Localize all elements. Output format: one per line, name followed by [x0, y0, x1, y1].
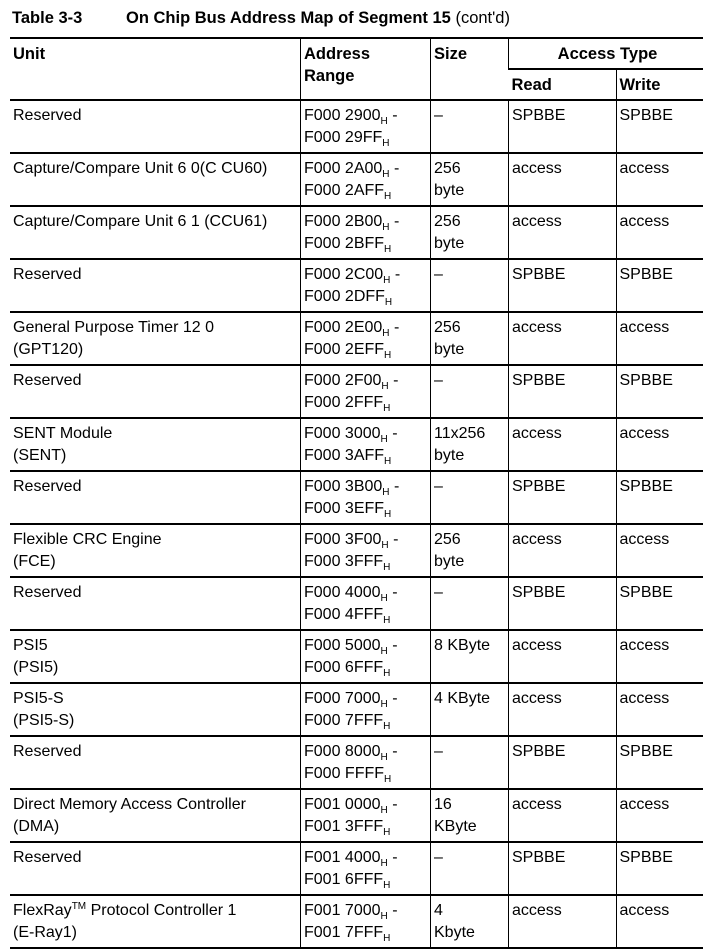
cell-write-access: SPBBE [616, 259, 703, 312]
cell-address-range [301, 789, 431, 842]
address-start: F000 2A00 [304, 160, 383, 177]
hex-suffix: H [380, 805, 388, 816]
address-start: F000 4000 [304, 584, 381, 601]
header-size: Size [431, 38, 509, 100]
cell-address-range [301, 895, 431, 948]
cell-write-access: SPBBE [616, 577, 703, 630]
cell-unit [10, 100, 301, 153]
size-line1: – [434, 107, 443, 124]
cell-write-access: SPBBE [616, 100, 703, 153]
cell-size [431, 153, 509, 206]
cell-unit [10, 630, 301, 683]
cell-unit [10, 471, 301, 524]
cell-read-access: access [509, 418, 617, 471]
range-separator: - [387, 107, 398, 124]
hex-suffix: H [381, 540, 389, 551]
cell-read-access: access [509, 206, 617, 259]
range-separator: - [387, 584, 398, 601]
table-title: On Chip Bus Address Map of Segment 15 [126, 9, 451, 27]
range-separator: - [388, 531, 399, 548]
table-row [10, 100, 703, 153]
size-line1: – [434, 849, 443, 866]
size-line1: 256 [434, 531, 461, 548]
unit-name: PSI5 [13, 637, 48, 654]
size-line1: 256 [434, 319, 461, 336]
cell-write-access: access [616, 895, 703, 948]
header-address-line2: Range [304, 67, 355, 85]
hex-suffix: H [383, 827, 391, 838]
size-line2: byte [434, 235, 465, 252]
cell-read-access: access [509, 630, 617, 683]
address-start: F000 3B00 [304, 478, 383, 495]
unit-name-tail: Protocol Controller 1 [86, 902, 237, 919]
hex-suffix: H [384, 244, 392, 255]
cell-address-range [301, 100, 431, 153]
address-end: F000 2EFF [304, 341, 385, 358]
header-address-range [301, 38, 431, 100]
cell-address-range [301, 365, 431, 418]
trademark: TM [71, 901, 87, 912]
unit-name: Capture/Compare Unit 6 0(C CU60) [13, 160, 268, 177]
hex-suffix: H [382, 138, 390, 149]
table-row [10, 206, 703, 259]
cell-size [431, 100, 509, 153]
address-end: F000 7FFF [304, 712, 384, 729]
address-start: F000 2B00 [304, 213, 383, 230]
cell-write-access: access [616, 683, 703, 736]
address-start: F000 2C00 [304, 266, 384, 283]
address-start: F000 2F00 [304, 372, 382, 389]
hex-suffix: H [383, 721, 391, 732]
hex-suffix: H [382, 487, 390, 498]
size-line1: 256 [434, 160, 461, 177]
cell-size [431, 789, 509, 842]
unit-name: Capture/Compare Unit 6 1 (CCU61) [13, 213, 268, 230]
cell-address-range [301, 842, 431, 895]
size-line1: 4 [434, 902, 443, 919]
header-unit: Unit [10, 38, 301, 100]
address-start: F001 7000 [304, 902, 381, 919]
table-row [10, 365, 703, 418]
size-line2: byte [434, 553, 465, 570]
hex-suffix: H [380, 752, 388, 763]
unit-name: General Purpose Timer 12 0 [13, 319, 214, 336]
address-end: F000 2DFF [304, 288, 385, 305]
address-end: F000 2AFF [304, 182, 385, 199]
address-end: F000 3EFF [304, 500, 385, 517]
cell-size [431, 418, 509, 471]
hex-suffix: H [384, 297, 393, 308]
cell-unit [10, 683, 301, 736]
cell-address-range [301, 683, 431, 736]
size-line1: – [434, 266, 443, 283]
header-address-line1: Address [304, 45, 371, 63]
address-start: F001 4000 [304, 849, 381, 866]
hex-suffix: H [383, 668, 391, 679]
cell-size [431, 259, 509, 312]
unit-name: SENT Module [13, 425, 113, 442]
size-line1: 256 [434, 213, 461, 230]
cell-address-range [301, 577, 431, 630]
table-row [10, 683, 703, 736]
table-title-suffix: (cont'd) [455, 9, 510, 27]
cell-unit [10, 418, 301, 471]
cell-address-range [301, 471, 431, 524]
size-line1: – [434, 478, 443, 495]
cell-write-access: access [616, 418, 703, 471]
address-end: F001 6FFF [304, 871, 384, 888]
header-read: Read [509, 69, 617, 100]
range-separator: - [389, 213, 400, 230]
hex-suffix: H [382, 222, 390, 233]
address-end: F000 4FFF [304, 606, 384, 623]
cell-address-range [301, 524, 431, 577]
address-end: F000 3FFF [304, 553, 384, 570]
size-line1: 11x256 [434, 425, 486, 442]
table-row [10, 418, 703, 471]
unit-name: Reserved [13, 478, 82, 495]
cell-unit [10, 153, 301, 206]
cell-read-access: SPBBE [509, 100, 617, 153]
table-row [10, 259, 703, 312]
cell-size [431, 630, 509, 683]
range-separator: - [387, 849, 398, 866]
address-start: F000 3000 [304, 425, 381, 442]
cell-address-range [301, 418, 431, 471]
hex-suffix: H [383, 933, 391, 944]
unit-abbrev: (E-Ray1) [13, 924, 78, 941]
cell-read-access: SPBBE [509, 259, 617, 312]
size-line1: 16 [434, 796, 452, 813]
hex-suffix: H [383, 880, 391, 891]
hex-suffix: H [384, 774, 392, 785]
address-start: F000 7000 [304, 690, 381, 707]
cell-read-access: access [509, 524, 617, 577]
unit-abbrev: (PSI5-S) [13, 712, 75, 729]
hex-suffix: H [380, 858, 388, 869]
hex-suffix: H [380, 434, 388, 445]
cell-size [431, 206, 509, 259]
cell-read-access: SPBBE [509, 365, 617, 418]
address-start: F001 0000 [304, 796, 381, 813]
cell-size [431, 471, 509, 524]
cell-address-range [301, 259, 431, 312]
hex-suffix: H [384, 509, 392, 520]
cell-address-range [301, 312, 431, 365]
size-line1: 8 KByte [434, 637, 491, 654]
cell-write-access: SPBBE [616, 842, 703, 895]
hex-suffix: H [380, 699, 388, 710]
address-map-table [10, 37, 703, 949]
cell-read-access: access [509, 683, 617, 736]
hex-suffix: H [380, 911, 388, 922]
hex-suffix: H [380, 593, 388, 604]
cell-unit [10, 524, 301, 577]
address-end: F000 2FFF [304, 394, 384, 411]
size-line2: byte [434, 341, 465, 358]
hex-suffix: H [383, 275, 391, 286]
unit-name: Reserved [13, 372, 82, 389]
hex-suffix: H [383, 403, 391, 414]
cell-address-range [301, 153, 431, 206]
unit-name: Reserved [13, 584, 82, 601]
cell-unit [10, 206, 301, 259]
cell-size [431, 365, 509, 418]
cell-write-access: SPBBE [616, 736, 703, 789]
table-row [10, 842, 703, 895]
cell-size [431, 524, 509, 577]
range-separator: - [389, 478, 400, 495]
cell-unit [10, 577, 301, 630]
range-separator: - [390, 266, 401, 283]
range-separator: - [387, 902, 398, 919]
cell-write-access: access [616, 630, 703, 683]
table-row [10, 524, 703, 577]
unit-abbrev: (FCE) [13, 553, 56, 570]
hex-suffix: H [380, 646, 388, 657]
address-start: F000 5000 [304, 637, 381, 654]
address-end: F000 29FF [304, 129, 383, 146]
cell-address-range [301, 736, 431, 789]
table-row [10, 789, 703, 842]
unit-name: PSI5-S [13, 690, 64, 707]
unit-abbrev: (PSI5) [13, 659, 59, 676]
address-start: F000 3F00 [304, 531, 382, 548]
hex-suffix: H [381, 381, 389, 392]
cell-address-range [301, 630, 431, 683]
cell-unit [10, 365, 301, 418]
address-end: F001 7FFF [304, 924, 384, 941]
cell-size [431, 736, 509, 789]
table-row [10, 153, 703, 206]
cell-write-access: access [616, 789, 703, 842]
table-row [10, 312, 703, 365]
cell-size [431, 895, 509, 948]
cell-read-access: SPBBE [509, 842, 617, 895]
table-row [10, 471, 703, 524]
unit-name: Direct Memory Access Controller [13, 796, 246, 813]
cell-read-access: access [509, 789, 617, 842]
table-row [10, 895, 703, 948]
unit-name: Reserved [13, 266, 82, 283]
hex-suffix: H [382, 169, 390, 180]
cell-read-access: access [509, 895, 617, 948]
range-separator: - [387, 425, 398, 442]
cell-unit [10, 312, 301, 365]
address-end: F000 6FFF [304, 659, 384, 676]
cell-unit [10, 895, 301, 948]
unit-abbrev: (SENT) [13, 447, 67, 464]
range-separator: - [387, 796, 398, 813]
table-row [10, 577, 703, 630]
cell-read-access: access [509, 312, 617, 365]
table-row [10, 736, 703, 789]
size-line1: – [434, 743, 443, 760]
size-line2: KByte [434, 818, 477, 835]
hex-suffix: H [383, 615, 391, 626]
address-end: F000 3AFF [304, 447, 385, 464]
header-access-type: Access Type [509, 38, 704, 69]
cell-write-access: access [616, 153, 703, 206]
cell-unit [10, 842, 301, 895]
unit-name: Reserved [13, 107, 82, 124]
address-start: F000 2900 [304, 107, 381, 124]
cell-read-access: SPBBE [509, 736, 617, 789]
cell-read-access: SPBBE [509, 471, 617, 524]
address-end: F001 3FFF [304, 818, 384, 835]
hex-suffix: H [382, 328, 390, 339]
hex-suffix: H [384, 191, 392, 202]
unit-name: Flexible CRC Engine [13, 531, 162, 548]
cell-write-access: access [616, 206, 703, 259]
range-separator: - [387, 743, 398, 760]
cell-size [431, 577, 509, 630]
range-separator: - [388, 372, 399, 389]
cell-unit [10, 736, 301, 789]
range-separator: - [389, 160, 400, 177]
cell-address-range [301, 206, 431, 259]
cell-unit [10, 789, 301, 842]
size-line2: Kbyte [434, 924, 475, 941]
size-line2: byte [434, 447, 465, 464]
unit-name: Reserved [13, 849, 82, 866]
cell-size [431, 683, 509, 736]
hex-suffix: H [384, 456, 392, 467]
size-line1: 4 KByte [434, 690, 491, 707]
table-number: Table 3-3 [12, 9, 83, 27]
range-separator: - [389, 319, 400, 336]
address-start: F000 2E00 [304, 319, 383, 336]
cell-unit [10, 259, 301, 312]
header-write: Write [616, 69, 703, 100]
unit-abbrev: (GPT120) [13, 341, 84, 358]
cell-size [431, 312, 509, 365]
table-caption [12, 9, 510, 28]
range-separator: - [387, 637, 398, 654]
address-start: F000 8000 [304, 743, 381, 760]
hex-suffix: H [383, 562, 391, 573]
cell-write-access: access [616, 312, 703, 365]
cell-read-access: SPBBE [509, 577, 617, 630]
address-end: F000 FFFF [304, 765, 385, 782]
hex-suffix: H [384, 350, 392, 361]
range-separator: - [387, 690, 398, 707]
cell-write-access: SPBBE [616, 365, 703, 418]
unit-name: FlexRay [13, 902, 72, 919]
address-end: F000 2BFF [304, 235, 385, 252]
hex-suffix: H [380, 116, 388, 127]
unit-abbrev: (DMA) [13, 818, 60, 835]
cell-write-access: SPBBE [616, 471, 703, 524]
unit-name: Reserved [13, 743, 82, 760]
size-line1: – [434, 372, 443, 389]
size-line1: – [434, 584, 443, 601]
size-line2: byte [434, 182, 465, 199]
cell-size [431, 842, 509, 895]
cell-read-access: access [509, 153, 617, 206]
cell-write-access: access [616, 524, 703, 577]
table-row [10, 630, 703, 683]
